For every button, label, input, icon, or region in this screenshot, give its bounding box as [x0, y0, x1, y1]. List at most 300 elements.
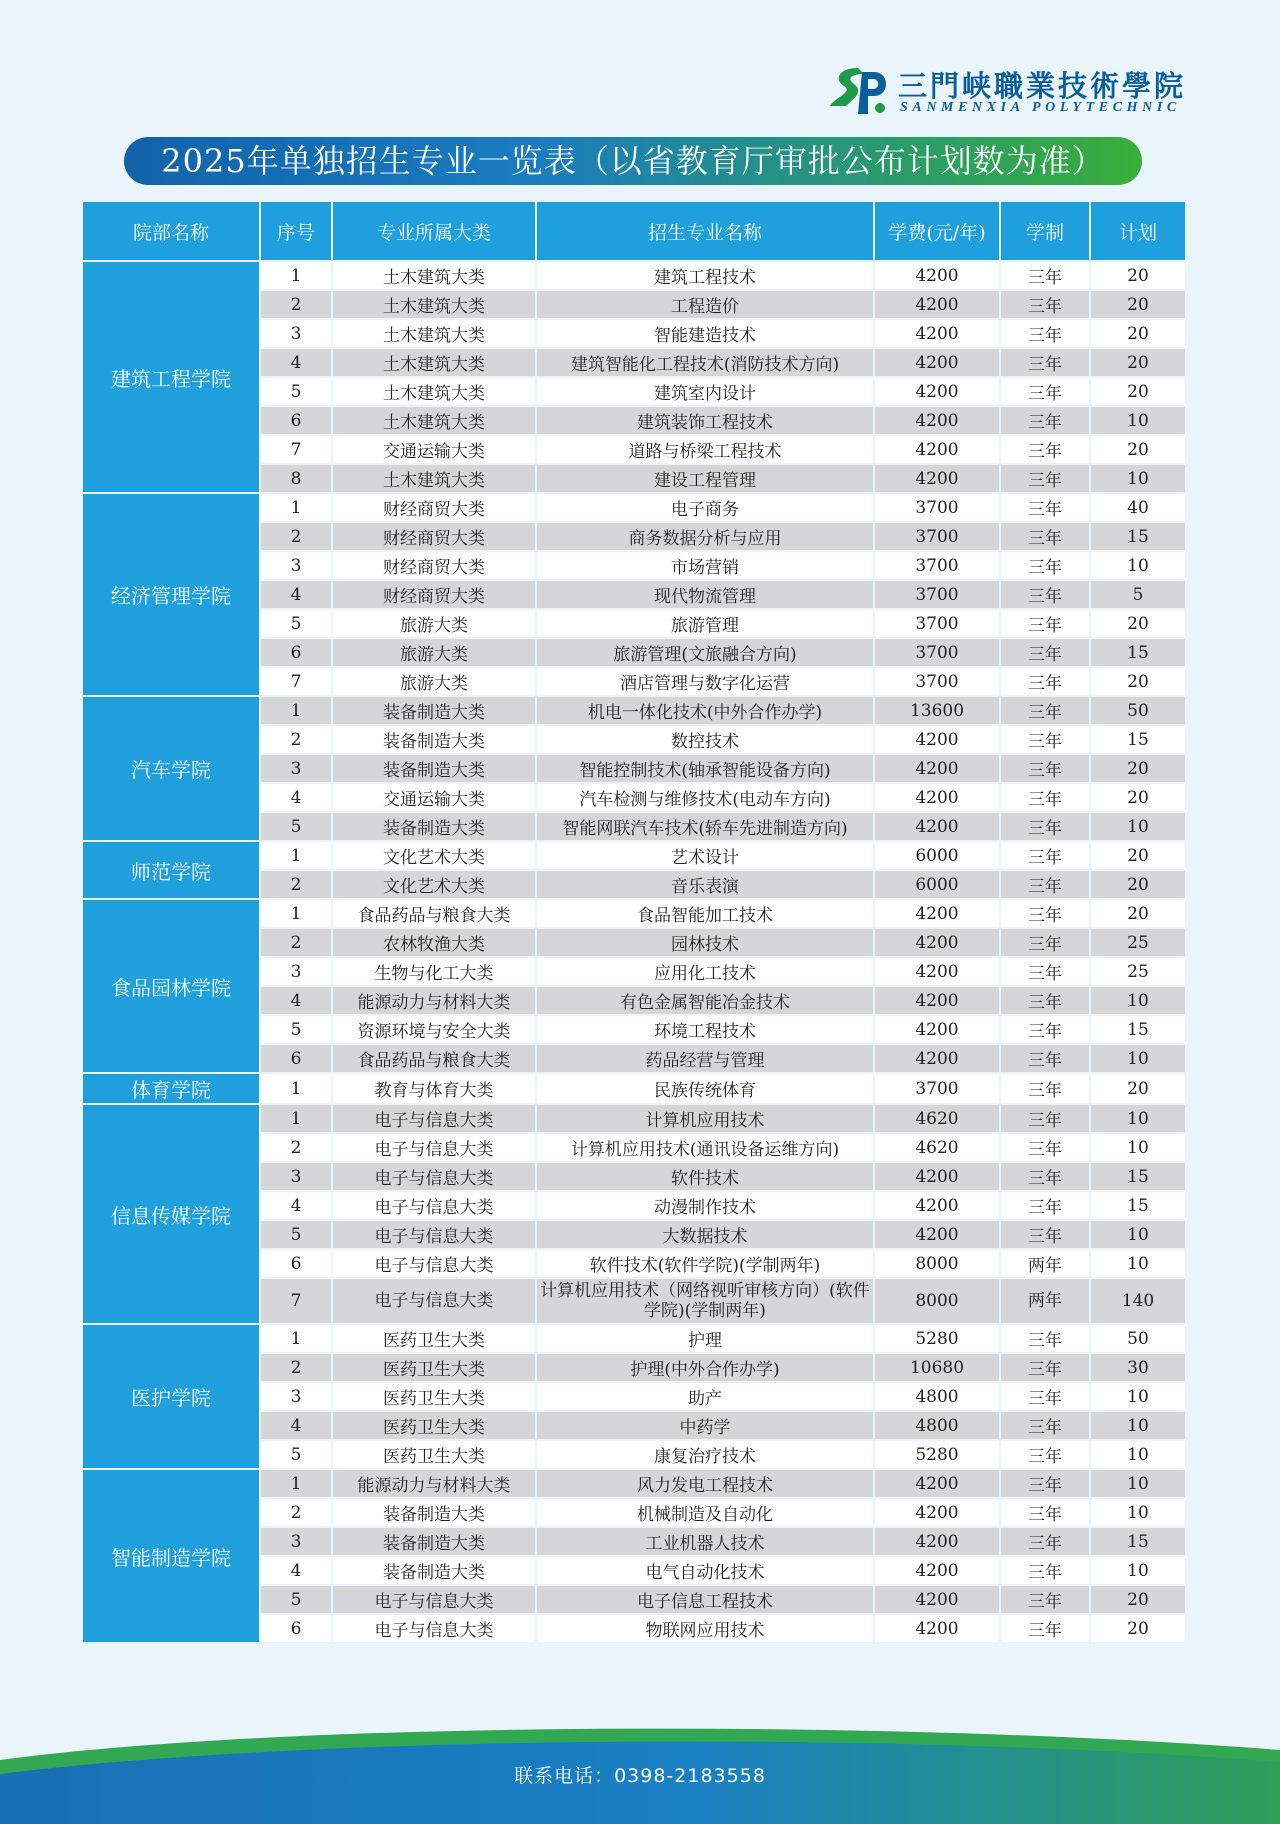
fee-cell: 3700	[875, 610, 999, 637]
table-row	[83, 1470, 1185, 1497]
header-fee: 学费(元/年)	[875, 202, 999, 260]
major-cell: 工程造价	[537, 291, 873, 318]
department-cell: 食品园林学院	[83, 900, 259, 1072]
plan-cell: 10	[1091, 1250, 1185, 1277]
category-cell: 土木建筑大类	[333, 349, 535, 376]
category-cell: 电子与信息大类	[333, 1134, 535, 1161]
row-number-cell: 6	[261, 1615, 331, 1642]
major-cell: 物联网应用技术	[537, 1615, 873, 1642]
row-number-cell: 4	[261, 987, 331, 1014]
plan-cell: 20	[1091, 842, 1185, 869]
fee-cell: 4200	[875, 465, 999, 492]
duration-cell: 三年	[1001, 291, 1089, 318]
row-number-cell: 4	[261, 581, 331, 608]
category-cell: 医药卫生大类	[333, 1325, 535, 1352]
plan-cell: 50	[1091, 697, 1185, 724]
category-cell: 教育与体育大类	[333, 1074, 535, 1103]
fee-cell: 4200	[875, 1615, 999, 1642]
major-cell: 动漫制作技术	[537, 1192, 873, 1219]
department-cell: 智能制造学院	[83, 1470, 259, 1642]
row-number-cell: 8	[261, 465, 331, 492]
department-cell: 师范学院	[83, 842, 259, 898]
plan-cell: 20	[1091, 1615, 1185, 1642]
college-name-en: SANMENXIA POLYTECHNIC	[900, 100, 1181, 115]
plan-cell: 20	[1091, 378, 1185, 405]
row-number-cell: 7	[261, 1279, 331, 1323]
fee-cell: 4200	[875, 378, 999, 405]
category-cell: 电子与信息大类	[333, 1192, 535, 1219]
major-cell: 商务数据分析与应用	[537, 523, 873, 550]
duration-cell: 三年	[1001, 900, 1089, 927]
fee-cell: 4200	[875, 291, 999, 318]
major-cell: 机电一体化技术(中外合作办学)	[537, 697, 873, 724]
fee-cell: 4200	[875, 958, 999, 985]
plan-cell: 10	[1091, 407, 1185, 434]
major-cell: 食品智能加工技术	[537, 900, 873, 927]
row-number-cell: 1	[261, 697, 331, 724]
college-name-cn: 三門峡職業技術學院	[898, 69, 1187, 103]
duration-cell: 三年	[1001, 639, 1089, 666]
major-cell: 建筑工程技术	[537, 262, 873, 289]
fee-cell: 4620	[875, 1105, 999, 1132]
plan-cell: 10	[1091, 1134, 1185, 1161]
row-number-cell: 5	[261, 813, 331, 840]
fee-cell: 4200	[875, 320, 999, 347]
category-cell: 财经商贸大类	[333, 581, 535, 608]
plan-cell: 10	[1091, 1470, 1185, 1497]
major-cell: 园林技术	[537, 929, 873, 956]
plan-cell: 20	[1091, 871, 1185, 898]
plan-cell: 10	[1091, 1499, 1185, 1526]
duration-cell: 三年	[1001, 755, 1089, 782]
row-number-cell: 2	[261, 726, 331, 753]
row-number-cell: 2	[261, 1499, 331, 1526]
fee-cell: 5280	[875, 1325, 999, 1352]
row-number-cell: 1	[261, 842, 331, 869]
row-number-cell: 6	[261, 407, 331, 434]
major-cell: 数控技术	[537, 726, 873, 753]
fee-cell: 3700	[875, 552, 999, 579]
duration-cell: 三年	[1001, 842, 1089, 869]
category-cell: 电子与信息大类	[333, 1615, 535, 1642]
duration-cell: 两年	[1001, 1250, 1089, 1277]
fee-cell: 4200	[875, 1192, 999, 1219]
category-cell: 能源动力与材料大类	[333, 1470, 535, 1497]
major-cell: 建筑室内设计	[537, 378, 873, 405]
plan-cell: 20	[1091, 291, 1185, 318]
plan-cell: 30	[1091, 1354, 1185, 1381]
row-number-cell: 1	[261, 1074, 331, 1103]
fee-cell: 4200	[875, 1045, 999, 1072]
fee-cell: 4200	[875, 262, 999, 289]
fee-cell: 4200	[875, 436, 999, 463]
row-number-cell: 5	[261, 1441, 331, 1468]
plan-cell: 10	[1091, 1441, 1185, 1468]
table-row	[83, 1325, 1185, 1352]
plan-cell: 20	[1091, 784, 1185, 811]
plan-cell: 15	[1091, 1192, 1185, 1219]
duration-cell: 三年	[1001, 1163, 1089, 1190]
row-number-cell: 1	[261, 1105, 331, 1132]
plan-cell: 15	[1091, 523, 1185, 550]
category-cell: 能源动力与材料大类	[333, 987, 535, 1014]
category-cell: 电子与信息大类	[333, 1221, 535, 1248]
category-cell: 文化艺术大类	[333, 871, 535, 898]
category-cell: 电子与信息大类	[333, 1163, 535, 1190]
row-number-cell: 5	[261, 1221, 331, 1248]
plan-cell: 20	[1091, 1074, 1185, 1103]
major-cell: 建筑智能化工程技术(消防技术方向)	[537, 349, 873, 376]
fee-cell: 4200	[875, 1557, 999, 1584]
table-row	[83, 494, 1185, 521]
category-cell: 装备制造大类	[333, 813, 535, 840]
major-cell: 市场营销	[537, 552, 873, 579]
row-number-cell: 1	[261, 494, 331, 521]
duration-cell: 三年	[1001, 1045, 1089, 1072]
category-cell: 旅游大类	[333, 668, 535, 695]
plan-cell: 20	[1091, 755, 1185, 782]
fee-cell: 4200	[875, 813, 999, 840]
department-cell: 体育学院	[83, 1074, 259, 1103]
header-number: 序号	[261, 202, 331, 260]
duration-cell: 三年	[1001, 1470, 1089, 1497]
category-cell: 财经商贸大类	[333, 523, 535, 550]
row-number-cell: 2	[261, 523, 331, 550]
major-cell: 旅游管理(文旅融合方向)	[537, 639, 873, 666]
major-cell: 电子信息工程技术	[537, 1586, 873, 1613]
category-cell: 装备制造大类	[333, 1528, 535, 1555]
plan-cell: 10	[1091, 1557, 1185, 1584]
header-category: 专业所属大类	[333, 202, 535, 260]
page-title: 2025年单独招生专业一览表（以省教育厅审批公布计划数为准）	[124, 137, 1142, 185]
row-number-cell: 5	[261, 378, 331, 405]
duration-cell: 三年	[1001, 610, 1089, 637]
category-cell: 食品药品与粮食大类	[333, 1045, 535, 1072]
major-cell: 计算机应用技术（网络视听审核方向）(软件学院)(学制两年)	[537, 1279, 873, 1323]
table-row	[83, 697, 1185, 724]
duration-cell: 三年	[1001, 1105, 1089, 1132]
fee-cell: 4200	[875, 407, 999, 434]
fee-cell: 4200	[875, 784, 999, 811]
fee-cell: 3700	[875, 523, 999, 550]
department-cell: 汽车学院	[83, 697, 259, 840]
category-cell: 医药卫生大类	[333, 1383, 535, 1410]
fee-cell: 3700	[875, 1074, 999, 1103]
plan-cell: 10	[1091, 465, 1185, 492]
duration-cell: 三年	[1001, 668, 1089, 695]
duration-cell: 三年	[1001, 1016, 1089, 1043]
table-row	[83, 842, 1185, 869]
college-logo	[828, 62, 1188, 122]
category-cell: 交通运输大类	[333, 784, 535, 811]
major-cell: 应用化工技术	[537, 958, 873, 985]
fee-cell: 4200	[875, 1499, 999, 1526]
row-number-cell: 5	[261, 610, 331, 637]
major-cell: 软件技术	[537, 1163, 873, 1190]
fee-cell: 3700	[875, 668, 999, 695]
major-cell: 环境工程技术	[537, 1016, 873, 1043]
category-cell: 交通运输大类	[333, 436, 535, 463]
header-plan: 计划	[1091, 202, 1185, 260]
plan-cell: 25	[1091, 929, 1185, 956]
fee-cell: 6000	[875, 871, 999, 898]
plan-cell: 10	[1091, 813, 1185, 840]
fee-cell: 4200	[875, 1163, 999, 1190]
duration-cell: 三年	[1001, 581, 1089, 608]
row-number-cell: 2	[261, 1354, 331, 1381]
major-cell: 旅游管理	[537, 610, 873, 637]
major-cell: 护理(中外合作办学)	[537, 1354, 873, 1381]
duration-cell: 三年	[1001, 1383, 1089, 1410]
row-number-cell: 7	[261, 668, 331, 695]
fee-cell: 4200	[875, 726, 999, 753]
major-cell: 机械制造及自动化	[537, 1499, 873, 1526]
duration-cell: 三年	[1001, 1441, 1089, 1468]
major-cell: 智能建造技术	[537, 320, 873, 347]
duration-cell: 三年	[1001, 726, 1089, 753]
fee-cell: 4200	[875, 349, 999, 376]
plan-cell: 15	[1091, 1016, 1185, 1043]
category-cell: 装备制造大类	[333, 1557, 535, 1584]
duration-cell: 三年	[1001, 465, 1089, 492]
major-cell: 药品经营与管理	[537, 1045, 873, 1072]
row-number-cell: 2	[261, 929, 331, 956]
major-cell: 电子商务	[537, 494, 873, 521]
category-cell: 土木建筑大类	[333, 465, 535, 492]
fee-cell: 10680	[875, 1354, 999, 1381]
plan-cell: 10	[1091, 987, 1185, 1014]
duration-cell: 三年	[1001, 552, 1089, 579]
fee-cell: 4200	[875, 1586, 999, 1613]
row-number-cell: 3	[261, 1383, 331, 1410]
duration-cell: 三年	[1001, 813, 1089, 840]
department-cell: 建筑工程学院	[83, 262, 259, 492]
duration-cell: 三年	[1001, 958, 1089, 985]
table-row	[83, 1074, 1185, 1103]
plan-cell: 10	[1091, 1105, 1185, 1132]
header-major: 招生专业名称	[537, 202, 873, 260]
category-cell: 土木建筑大类	[333, 378, 535, 405]
duration-cell: 三年	[1001, 407, 1089, 434]
row-number-cell: 1	[261, 262, 331, 289]
fee-cell: 4800	[875, 1383, 999, 1410]
fee-cell: 5280	[875, 1441, 999, 1468]
duration-cell: 三年	[1001, 1412, 1089, 1439]
fee-cell: 8000	[875, 1279, 999, 1323]
duration-cell: 三年	[1001, 494, 1089, 521]
major-cell: 音乐表演	[537, 871, 873, 898]
category-cell: 电子与信息大类	[333, 1279, 535, 1323]
category-cell: 土木建筑大类	[333, 320, 535, 347]
category-cell: 资源环境与安全大类	[333, 1016, 535, 1043]
row-number-cell: 1	[261, 900, 331, 927]
fee-cell: 3700	[875, 639, 999, 666]
category-cell: 电子与信息大类	[333, 1105, 535, 1132]
duration-cell: 三年	[1001, 784, 1089, 811]
plan-cell: 20	[1091, 668, 1185, 695]
category-cell: 财经商贸大类	[333, 494, 535, 521]
plan-cell: 5	[1091, 581, 1185, 608]
fee-cell: 4200	[875, 1221, 999, 1248]
college-emblem-icon	[828, 62, 890, 118]
category-cell: 电子与信息大类	[333, 1586, 535, 1613]
duration-cell: 三年	[1001, 1499, 1089, 1526]
plan-cell: 10	[1091, 1412, 1185, 1439]
duration-cell: 三年	[1001, 1134, 1089, 1161]
category-cell: 装备制造大类	[333, 697, 535, 724]
fee-cell: 3700	[875, 494, 999, 521]
row-number-cell: 1	[261, 1325, 331, 1352]
row-number-cell: 3	[261, 320, 331, 347]
fee-cell: 4200	[875, 1016, 999, 1043]
major-cell: 汽车检测与维修技术(电动车方向)	[537, 784, 873, 811]
duration-cell: 三年	[1001, 1557, 1089, 1584]
duration-cell: 三年	[1001, 262, 1089, 289]
duration-cell: 三年	[1001, 1325, 1089, 1352]
row-number-cell: 4	[261, 1557, 331, 1584]
category-cell: 装备制造大类	[333, 726, 535, 753]
row-number-cell: 2	[261, 291, 331, 318]
plan-cell: 10	[1091, 1045, 1185, 1072]
major-cell: 计算机应用技术	[537, 1105, 873, 1132]
major-cell: 现代物流管理	[537, 581, 873, 608]
plan-cell: 25	[1091, 958, 1185, 985]
major-cell: 软件技术(软件学院)(学制两年)	[537, 1250, 873, 1277]
category-cell: 装备制造大类	[333, 1499, 535, 1526]
category-cell: 医药卫生大类	[333, 1441, 535, 1468]
plan-cell: 10	[1091, 552, 1185, 579]
major-cell: 大数据技术	[537, 1221, 873, 1248]
plan-cell: 15	[1091, 639, 1185, 666]
row-number-cell: 7	[261, 436, 331, 463]
major-cell: 智能网联汽车技术(轿车先进制造方向)	[537, 813, 873, 840]
row-number-cell: 3	[261, 755, 331, 782]
table-body	[83, 262, 1185, 1642]
duration-cell: 三年	[1001, 1192, 1089, 1219]
duration-cell: 三年	[1001, 349, 1089, 376]
plan-cell: 10	[1091, 1383, 1185, 1410]
major-cell: 护理	[537, 1325, 873, 1352]
category-cell: 财经商贸大类	[333, 552, 535, 579]
plan-cell: 15	[1091, 1528, 1185, 1555]
plan-cell: 20	[1091, 349, 1185, 376]
category-cell: 文化艺术大类	[333, 842, 535, 869]
duration-cell: 三年	[1001, 1221, 1089, 1248]
row-number-cell: 5	[261, 1016, 331, 1043]
fee-cell: 4200	[875, 987, 999, 1014]
row-number-cell: 3	[261, 1528, 331, 1555]
header-department: 院部名称	[83, 202, 259, 260]
category-cell: 农林牧渔大类	[333, 929, 535, 956]
fee-cell: 4200	[875, 1528, 999, 1555]
row-number-cell: 4	[261, 1412, 331, 1439]
plan-cell: 20	[1091, 320, 1185, 347]
table-row	[83, 900, 1185, 927]
category-cell: 土木建筑大类	[333, 262, 535, 289]
major-cell: 电气自动化技术	[537, 1557, 873, 1584]
category-cell: 医药卫生大类	[333, 1412, 535, 1439]
table-row	[83, 1105, 1185, 1132]
duration-cell: 三年	[1001, 697, 1089, 724]
duration-cell: 三年	[1001, 1528, 1089, 1555]
plan-cell: 20	[1091, 900, 1185, 927]
major-cell: 工业机器人技术	[537, 1528, 873, 1555]
fee-cell: 4200	[875, 1470, 999, 1497]
duration-cell: 三年	[1001, 1615, 1089, 1642]
contact-phone: 联系电话：0398-2183558	[514, 1765, 766, 1787]
fee-cell: 4200	[875, 900, 999, 927]
major-cell: 风力发电工程技术	[537, 1470, 873, 1497]
row-number-cell: 6	[261, 639, 331, 666]
category-cell: 装备制造大类	[333, 755, 535, 782]
plan-cell: 20	[1091, 610, 1185, 637]
plan-cell: 20	[1091, 262, 1185, 289]
row-number-cell: 6	[261, 1045, 331, 1072]
category-cell: 土木建筑大类	[333, 407, 535, 434]
header-duration: 学制	[1001, 202, 1089, 260]
major-cell: 民族传统体育	[537, 1074, 873, 1103]
category-cell: 生物与化工大类	[333, 958, 535, 985]
fee-cell: 6000	[875, 842, 999, 869]
duration-cell: 三年	[1001, 871, 1089, 898]
category-cell: 医药卫生大类	[333, 1354, 535, 1381]
fee-cell: 13600	[875, 697, 999, 724]
plan-cell: 20	[1091, 1586, 1185, 1613]
category-cell: 旅游大类	[333, 639, 535, 666]
fee-cell: 4200	[875, 755, 999, 782]
plan-cell: 20	[1091, 436, 1185, 463]
major-cell: 艺术设计	[537, 842, 873, 869]
row-number-cell: 2	[261, 1134, 331, 1161]
row-number-cell: 4	[261, 784, 331, 811]
department-cell: 医护学院	[83, 1325, 259, 1468]
enrollment-table	[81, 200, 1187, 1644]
duration-cell: 三年	[1001, 929, 1089, 956]
major-cell: 建设工程管理	[537, 465, 873, 492]
duration-cell: 两年	[1001, 1279, 1089, 1323]
category-cell: 土木建筑大类	[333, 291, 535, 318]
duration-cell: 三年	[1001, 1354, 1089, 1381]
fee-cell: 4200	[875, 929, 999, 956]
row-number-cell: 3	[261, 958, 331, 985]
plan-cell: 40	[1091, 494, 1185, 521]
major-cell: 道路与桥梁工程技术	[537, 436, 873, 463]
plan-cell: 15	[1091, 726, 1185, 753]
duration-cell: 三年	[1001, 436, 1089, 463]
major-cell: 建筑装饰工程技术	[537, 407, 873, 434]
major-cell: 中药学	[537, 1412, 873, 1439]
duration-cell: 三年	[1001, 987, 1089, 1014]
plan-cell: 140	[1091, 1279, 1185, 1323]
category-cell: 电子与信息大类	[333, 1250, 535, 1277]
fee-cell: 8000	[875, 1250, 999, 1277]
department-cell: 经济管理学院	[83, 494, 259, 695]
major-cell: 康复治疗技术	[537, 1441, 873, 1468]
row-number-cell: 1	[261, 1470, 331, 1497]
plan-cell: 10	[1091, 1221, 1185, 1248]
duration-cell: 三年	[1001, 523, 1089, 550]
major-cell: 酒店管理与数字化运营	[537, 668, 873, 695]
fee-cell: 4800	[875, 1412, 999, 1439]
fee-cell: 4620	[875, 1134, 999, 1161]
row-number-cell: 4	[261, 349, 331, 376]
department-cell: 信息传媒学院	[83, 1105, 259, 1323]
major-cell: 计算机应用技术(通讯设备运维方向)	[537, 1134, 873, 1161]
category-cell: 旅游大类	[333, 610, 535, 637]
row-number-cell: 5	[261, 1586, 331, 1613]
plan-cell: 15	[1091, 1163, 1185, 1190]
row-number-cell: 3	[261, 552, 331, 579]
